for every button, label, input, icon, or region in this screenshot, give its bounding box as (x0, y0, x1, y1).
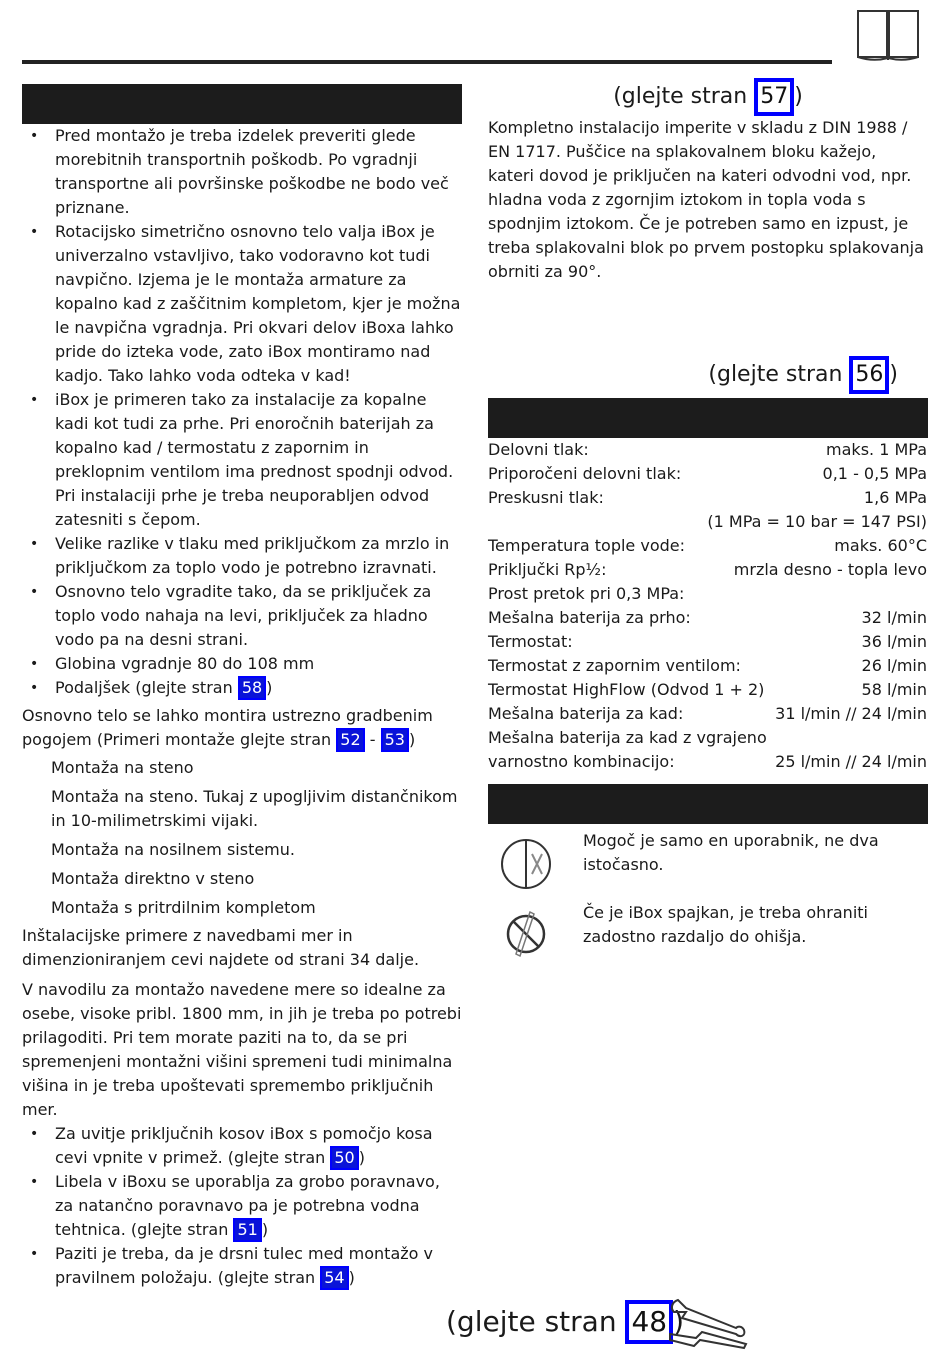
spec-value: 26 l/min (861, 656, 927, 675)
spec-row (488, 462, 927, 486)
list-item: • Velike razlike v tlaku med priključkom za mrzlo in priključkom za toplo vodo je potrebno izravnati. (22, 532, 462, 580)
specs-table (488, 438, 927, 774)
mount-type-item: Montaža s pritrdilnim kompletom (51, 898, 316, 917)
spec-label: Mešalna baterija za kad z vgrajeno (488, 728, 767, 747)
wrench-screwdriver-icon (666, 1294, 750, 1352)
see-page-57 (488, 78, 928, 116)
mount-type-item: Montaža na nosilnem sistemu. (51, 840, 295, 859)
spec-row (488, 750, 927, 774)
see-text: (glejte stran (446, 1305, 626, 1338)
spec-row (488, 486, 927, 510)
list-item: • Rotacijsko simetrično osnovno telo valja iBox je univerzalno vstavljivo, tako vodoravno kot tudi navpično. Izjema je le montaža armature za kopalno kad z zaščitnim kompletom, kjer je možna le navpična vgradnja. Pri okvari delov iBoxa lahko pride do izteka vode, zato iBox montiramo nad kadjo. Tako lahko voda odteka v kad! (22, 220, 462, 388)
item-suffix: ) (358, 1148, 365, 1167)
spec-label: Termostat HighFlow (Odvod 1 + 2) (488, 680, 765, 699)
no-soldering-icon (500, 906, 552, 962)
mount-types (22, 756, 462, 920)
open-book-icon (856, 8, 920, 62)
spec-value: (1 MPa = 10 bar = 147 PSI) (707, 512, 927, 531)
spec-label: Preskusni tlak: (488, 488, 604, 507)
spec-value: 58 l/min (861, 680, 927, 699)
spec-label: Termostat z zapornim ventilom: (488, 656, 741, 675)
list-item (22, 1170, 462, 1242)
spec-label: Prost pretok pri 0,3 MPa: (488, 584, 685, 603)
page-ref-57[interactable]: 57 (754, 78, 794, 116)
section-header-bar-left (22, 84, 462, 124)
spec-value: 25 l/min // 24 l/min (775, 752, 927, 771)
pipes-paragraph: Inštalacijske primere z navedbami mer in dimenzioniranjem cevi najdete od strani 34 dalje. (22, 926, 420, 969)
installation-paragraph: Kompletno instalacijo imperite v skladu z DIN 1988 / EN 1717. Puščice na splakovalnem bloku kažejo, kateri dovod je priključen na kateri odvodni vod, npr. hladna voda z zgornjim iztokom in topla voda s spodnjim iztokom. Če je potreben samo en izpust, je treba splakovalni blok po prvem postopku splakovanja obrniti za 90°. (488, 118, 924, 281)
page-ref-54[interactable]: 54 (320, 1266, 348, 1290)
spec-label: Delovni tlak: (488, 440, 589, 459)
spec-row (488, 654, 927, 678)
see-text: (glejte stran (708, 362, 850, 387)
spec-row (488, 678, 927, 702)
spec-value: 32 l/min (861, 608, 927, 627)
item-text: Libela v iBoxu se uporablja za grobo poravnavo, za natančno poravnavo pa je potrebna vodna tehtnica. (glejte stran (55, 1172, 440, 1239)
spec-value: mrzla desno - topla levo (733, 560, 927, 579)
single-user-icon (498, 836, 554, 892)
page-ref-48[interactable]: 48 (625, 1300, 673, 1344)
note-soldering: Če je iBox spajkan, je treba ohraniti zadostno razdaljo do ohišja. (583, 903, 868, 946)
mount-type-item: Montaža na steno. Tukaj z upogljivim distančnikom in 10-milimetrskimi vijaki. (51, 787, 458, 830)
list-item: • Globina vgradnje 80 do 108 mm (22, 652, 462, 676)
item-suffix: ) (348, 1268, 355, 1287)
list-item: • Osnovno telo vgradite tako, da se priključek za toplo vodo nahaja na levi, priključek za hladno vodo pa na desni strani. (22, 580, 462, 652)
spec-value: maks. 1 MPa (826, 440, 927, 459)
list-item (22, 1242, 462, 1290)
spec-value: 36 l/min (861, 632, 927, 651)
see-page-48 (446, 1300, 684, 1344)
spec-row (488, 510, 927, 534)
item-suffix: ) (266, 678, 273, 697)
spec-value: 0,1 - 0,5 MPa (822, 464, 927, 483)
spec-row (488, 534, 927, 558)
spec-row (488, 630, 927, 654)
list-item (22, 1122, 462, 1170)
see-page-56 (488, 356, 898, 394)
spec-label: Temperatura tople vode: (488, 536, 685, 555)
height-paragraph: V navodilu za montažo navedene mere so idealne za osebe, visoke pribl. 1800 mm, in jih je treba po potrebi prilagoditi. Pri tem morate paziti na to, da se pri spremenjeni montažni višini spremeni tudi minimalna višina in je treba upoštevati spremembo priključnih mer. (22, 980, 462, 1119)
spec-label: Priključki Rp½: (488, 560, 607, 579)
see-suffix: ) (889, 362, 898, 387)
prerequisites-list (22, 124, 462, 700)
mount-type-item: Montaža na steno (51, 758, 194, 777)
spec-label: Mešalna baterija za kad: (488, 704, 684, 723)
mounting-paragraph (22, 704, 462, 752)
spec-value: 1,6 MPa (863, 488, 927, 507)
item-text: Za uvitje priključnih kosov iBox s pomočjo kosa cevi vpnite v primež. (glejte stran (55, 1124, 433, 1167)
page-ref-56[interactable]: 56 (849, 356, 889, 394)
page-ref-51[interactable]: 51 (233, 1218, 261, 1242)
item-text: Paziti je treba, da je drsni tulec med montažo v pravilnem položaju. (glejte stran (55, 1244, 433, 1287)
spec-row (488, 582, 927, 606)
spec-label: Termostat: (488, 632, 573, 651)
header-rule (22, 60, 832, 64)
item-suffix: ) (261, 1220, 269, 1239)
see-text: (glejte stran (613, 84, 755, 109)
spec-row (488, 726, 927, 750)
mount-type-item: Montaža direktno v steno (51, 869, 255, 888)
spec-row (488, 438, 927, 462)
assembly-list (22, 1122, 462, 1290)
spec-label: Mešalna baterija za prho: (488, 608, 691, 627)
paragraph-suffix: ) (408, 730, 416, 749)
page-ref-52[interactable]: 52 (336, 728, 364, 752)
section-header-bar-specs (488, 398, 928, 438)
spec-value: maks. 60°C (834, 536, 927, 555)
list-item (22, 676, 462, 700)
see-suffix: ) (673, 1305, 685, 1338)
item-text: Podaljšek (glejte stran (55, 678, 238, 697)
list-item: • Pred montažo je treba izdelek preveriti glede morebitnih transportnih poškodb. Po vgradnji transportne ali površinske poškodbe ne bodo več priznane. (22, 124, 462, 220)
note-single-user: Mogoč je samo en uporabnik, ne dva istočasno. (583, 831, 879, 874)
list-item: • iBox je primeren tako za instalacije za kopalne kadi kot tudi za prhe. Pri enoročnih baterijah za kopalno kad / termostatu z zapornim in preklopnim ventilom ima prednost spodnji odvod. Pri instalaciji prhe je treba neuporabljen odvod zatesniti s čepom. (22, 388, 462, 532)
assembly-notes (22, 1122, 462, 1290)
spec-label: Priporočeni delovni tlak: (488, 464, 682, 483)
spec-row (488, 606, 927, 630)
see-suffix: ) (794, 84, 803, 109)
spec-value: 31 l/min // 24 l/min (775, 704, 927, 723)
paragraph-text: Osnovno telo se lahko montira ustrezno gradbenim pogojem (Primeri montaže glejte stran (22, 706, 433, 749)
section-header-bar-notes (488, 784, 928, 824)
spec-row (488, 558, 927, 582)
left-column (22, 124, 462, 1122)
ref-separator: - (364, 730, 381, 749)
page-ref-58[interactable]: 58 (238, 676, 266, 700)
page-ref-50[interactable]: 50 (330, 1146, 358, 1170)
spec-label: varnostno kombinacijo: (488, 752, 675, 771)
spec-row (488, 702, 927, 726)
page-ref-53[interactable]: 53 (381, 728, 409, 752)
